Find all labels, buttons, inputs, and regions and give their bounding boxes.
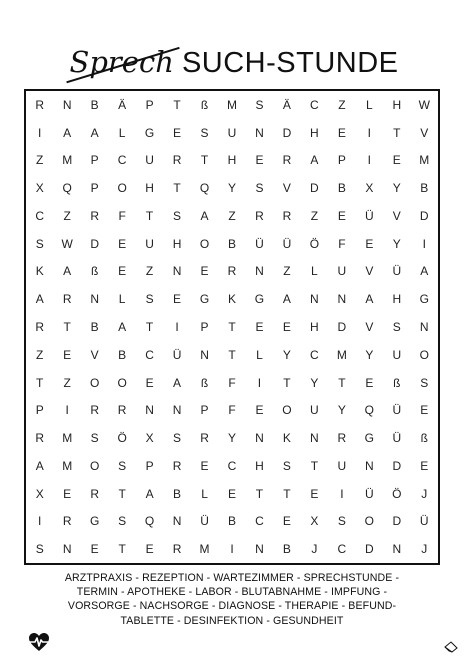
grid-cell: A [145, 486, 154, 501]
grid-cell: T [283, 486, 291, 501]
grid-cell: E [118, 236, 127, 251]
grid-cell: T [338, 375, 346, 390]
grid-cell: Ü [172, 347, 182, 362]
grid-cell: U [337, 264, 347, 279]
grid-cell: L [365, 97, 373, 112]
grid-cell: B [173, 486, 182, 501]
grid-cell: Y [282, 347, 291, 362]
grid-cell: G [89, 514, 100, 529]
grid-cell: M [336, 347, 347, 362]
grid-cell: I [340, 486, 344, 501]
grid-cell: E [173, 292, 182, 307]
grid-cell: Ü [255, 236, 264, 251]
word-list [24, 571, 440, 628]
grid-cell: S [90, 431, 99, 446]
grid-cell: N [337, 292, 347, 307]
page-corner-icon [444, 640, 458, 654]
grid-cell: O [89, 458, 100, 473]
grid-cell: E [90, 542, 99, 557]
grid-cell: D [310, 181, 319, 196]
grid-cell: Y [365, 347, 374, 362]
grid-cell: P [90, 181, 99, 196]
grid-cell: E [310, 486, 319, 501]
grid-cell: E [420, 458, 429, 473]
grid-cell: A [35, 458, 44, 473]
grid-cell: L [118, 125, 126, 140]
grid-cell: B [90, 97, 99, 112]
grid-cell: D [337, 319, 347, 334]
grid-cell: G [419, 292, 429, 307]
grid-cell: Z [63, 375, 71, 390]
grid-cell: K [35, 264, 44, 279]
grid-cell: T [173, 97, 181, 112]
grid-cell: A [90, 125, 99, 140]
grid-cell: O [199, 236, 210, 251]
grid-cell: C [117, 153, 127, 168]
grid-cell: T [145, 208, 154, 223]
grid-cell: N [255, 125, 264, 140]
grid-cell: S [118, 458, 127, 473]
grid-cell: Ä [118, 97, 127, 112]
grid-cell: I [38, 514, 42, 529]
grid-cell: T [200, 153, 209, 168]
grid-cell: F [338, 236, 346, 251]
grid-cell: Ö [117, 431, 127, 446]
grid-cell: E [63, 347, 72, 362]
grid-cell: R [227, 264, 237, 279]
grid-cell: D [392, 514, 402, 529]
grid-cell: E [118, 264, 127, 279]
grid-cell: Ü [364, 208, 374, 223]
grid-cell: T [63, 319, 71, 334]
grid-cell: D [282, 125, 292, 140]
grid-cell: ß [420, 431, 428, 446]
grid-cell: X [145, 431, 154, 446]
grid-cell: C [35, 208, 45, 223]
grid-cell: Z [283, 264, 291, 279]
grid-cell: B [90, 319, 99, 334]
grid-cell: T [393, 125, 401, 140]
grid-cell: T [118, 542, 126, 557]
grid-cell: X [310, 514, 319, 529]
grid-cell: E [145, 375, 154, 390]
grid-cell: I [367, 153, 371, 168]
grid-cell: T [255, 486, 264, 501]
grid-cell: Ü [392, 264, 402, 279]
grid-cell: D [90, 236, 99, 251]
grid-cell: E [255, 153, 264, 168]
grid-cell: Y [310, 375, 319, 390]
grid-cell: N [172, 264, 182, 279]
grid-cell: J [311, 542, 318, 557]
grid-cell: S [420, 375, 429, 390]
grid-cell: O [282, 403, 292, 418]
grid-cell: C [145, 347, 154, 362]
grid-cell: V [392, 208, 401, 223]
grid-cell: Ü [200, 514, 209, 529]
grid-cell: T [36, 375, 44, 390]
grid-cell: U [392, 347, 402, 362]
grid-cell: Z [228, 208, 236, 223]
grid-cell: Ü [392, 431, 402, 446]
grid-cell: U [227, 125, 237, 140]
grid-cell: Z [36, 347, 44, 362]
grid-cell: V [420, 125, 429, 140]
grid-cell: C [255, 514, 264, 529]
grid-cell: C [337, 542, 347, 557]
grid-cell: N [90, 292, 99, 307]
grid-cell: E [200, 264, 209, 279]
grid-cell: T [118, 486, 126, 501]
grid-cell: U [145, 236, 154, 251]
grid-cell: E [420, 403, 429, 418]
grid-cell: S [145, 292, 154, 307]
grid-cell: I [175, 319, 179, 334]
grid-cell: A [365, 292, 374, 307]
grid-cell: N [255, 431, 264, 446]
heart-pulse-icon [28, 632, 50, 652]
grid-cell: Z [36, 153, 44, 168]
grid-cell: T [283, 375, 291, 390]
grid-cell: M [226, 97, 237, 112]
grid-cell: O [89, 375, 100, 390]
grid-cell: E [392, 153, 401, 168]
title-struck-word: Sprech [70, 45, 174, 79]
grid-cell: X [365, 181, 374, 196]
grid-cell: E [63, 486, 72, 501]
grid-cell: R [117, 403, 127, 418]
grid-cell: N [419, 319, 429, 334]
grid-cell: G [254, 292, 265, 307]
grid-cell: Ö [309, 236, 320, 251]
grid-cell: Y [392, 236, 401, 251]
grid-cell: A [63, 125, 72, 140]
grid-cell: P [145, 458, 154, 473]
grid-cell: N [310, 431, 319, 446]
grid-cell: B [227, 236, 236, 251]
grid-cell: N [172, 514, 182, 529]
grid-cell: U [337, 458, 347, 473]
grid-cell: I [257, 375, 262, 390]
grid-cell: Ü [392, 403, 402, 418]
grid-cell: B [337, 181, 346, 196]
grid-cell: Z [145, 264, 154, 279]
grid-cell: N [145, 403, 154, 418]
grid-cell: S [35, 542, 44, 557]
grid-cell: P [35, 403, 44, 418]
grid-cell: R [35, 97, 45, 112]
word-list-line: ARZTPRAXIS - REZEPTION - WARTEZIMMER - SPRECHSTUNDE - [64, 572, 400, 584]
grid-cell: Y [227, 431, 236, 446]
grid-cell: Y [227, 181, 236, 196]
grid-cell: A [63, 264, 72, 279]
grid-cell: Z [63, 208, 71, 223]
grid-cell: R [35, 431, 45, 446]
grid-cell: S [200, 125, 209, 140]
grid-cell: O [419, 347, 429, 362]
grid-cell: P [337, 153, 346, 168]
grid-cell: B [420, 181, 429, 196]
grid-cell: Q [144, 514, 155, 529]
grid-cell: P [200, 403, 209, 418]
grid-cell: M [62, 458, 73, 473]
grid-cell: U [145, 153, 154, 168]
grid-cell: N [255, 264, 264, 279]
grid-cell: E [282, 514, 291, 529]
grid-cell: I [230, 542, 234, 557]
grid-cell: ß [393, 375, 401, 390]
grid-cell: E [365, 236, 374, 251]
grid-cell: H [392, 292, 402, 307]
grid-cell: H [172, 236, 182, 251]
grid-cell: Y [337, 403, 346, 418]
grid-cell: L [311, 264, 318, 279]
grid-cell: E [282, 319, 291, 334]
title-main: SUCH-STUNDE [181, 47, 399, 79]
grid-cell: R [282, 153, 292, 168]
grid-cell: B [227, 514, 236, 529]
grid-cell: H [145, 181, 154, 196]
grid-cell: N [62, 97, 72, 112]
grid-cell: A [173, 375, 182, 390]
grid-cell: T [145, 319, 154, 334]
grid-cell: E [365, 375, 374, 390]
grid-cell: H [392, 97, 402, 112]
grid-cell: C [227, 458, 237, 473]
grid-cell: N [310, 292, 319, 307]
grid-cell: M [419, 153, 430, 168]
grid-cell: O [117, 181, 127, 196]
puzzle-title [0, 42, 468, 82]
grid-cell: ß [90, 264, 99, 279]
grid-cell: Ü [364, 486, 374, 501]
grid-cell: Ü [282, 236, 292, 251]
grid-cell: ß [200, 375, 209, 390]
grid-cell: S [255, 97, 264, 112]
grid-cell: N [364, 458, 374, 473]
grid-cell: Ü [419, 514, 429, 529]
grid-cell: R [172, 153, 182, 168]
grid-cell: K [282, 431, 291, 446]
grid-cell: N [172, 403, 182, 418]
grid-cell: J [421, 486, 428, 501]
grid-cell: Ä [282, 97, 291, 112]
grid-cell: M [199, 542, 210, 557]
grid-cell: B [282, 542, 291, 557]
grid-cell: R [62, 292, 72, 307]
grid-cell: O [117, 375, 127, 390]
grid-cell: N [200, 347, 209, 362]
word-list-line: TABLETTE - DESINFEKTION - GESUNDHEIT [120, 614, 344, 627]
grid-cell: V [90, 347, 99, 362]
grid-cell: Z [310, 208, 319, 223]
grid-cell: A [282, 292, 291, 307]
grid-cell: V [365, 264, 374, 279]
grid-cell: P [200, 319, 209, 334]
grid-cell: I [422, 236, 426, 251]
grid-cell: R [62, 514, 72, 529]
grid-cell: G [199, 292, 210, 307]
grid-cell: F [118, 208, 126, 223]
grid-cell: E [337, 125, 346, 140]
grid-cell: R [90, 208, 99, 223]
grid-cell: M [62, 431, 73, 446]
grid-cell: R [172, 458, 182, 473]
grid-cell: R [35, 319, 45, 334]
grid-cell: L [256, 347, 263, 362]
grid-cell: P [145, 97, 154, 112]
word-list-line: TERMIN - APOTHEKE - LABOR - BLUTABNAHME - IMPFUNG - [76, 586, 388, 599]
grid-cell: T [310, 458, 319, 473]
grid-cell: ß [200, 97, 209, 112]
grid-cell: S [392, 319, 401, 334]
grid-cell: W [61, 236, 73, 251]
grid-cell: E [200, 458, 209, 473]
grid-cell: Q [62, 181, 72, 196]
grid-cell: C [310, 97, 319, 112]
grid-cell: S [118, 514, 127, 529]
grid-cell: A [118, 319, 127, 334]
grid-cell: N [255, 542, 264, 557]
grid-cell: E [145, 542, 154, 557]
grid-cell: S [255, 181, 264, 196]
grid-cell: A [200, 208, 209, 223]
grid-cell: M [62, 153, 73, 168]
grid-cell: W [418, 97, 430, 112]
grid-cell: Q [364, 403, 374, 418]
grid-cell: A [35, 292, 44, 307]
grid-cell: I [38, 125, 42, 140]
grid-cell: R [282, 208, 292, 223]
grid-cell: G [364, 431, 374, 446]
grid-cell: H [255, 458, 264, 473]
grid-cell: G [144, 125, 155, 140]
grid-cell: R [172, 542, 182, 557]
grid-cell: A [420, 264, 429, 279]
grid-cell: E [337, 208, 346, 223]
grid-cell: V [365, 319, 374, 334]
grid-cell: H [310, 125, 319, 140]
grid-cell: L [201, 486, 208, 501]
grid-cell: C [310, 347, 319, 362]
grid-cell: R [255, 208, 264, 223]
grid-cell: T [228, 347, 236, 362]
grid-cell: A [310, 153, 319, 168]
grid-cell: Ö [392, 486, 402, 501]
grid-cell: I [65, 403, 69, 418]
grid-cell: E [227, 486, 236, 501]
grid-cell: I [367, 125, 371, 140]
grid-cell: B [118, 347, 127, 362]
grid-cell: Q [199, 181, 210, 196]
grid-cell: K [227, 292, 236, 307]
grid-cell: H [310, 319, 319, 334]
grid-cell: D [419, 208, 429, 223]
grid-cell: F [228, 403, 236, 418]
grid-cell: R [200, 431, 209, 446]
grid-cell: D [392, 458, 402, 473]
grid-cell: O [364, 514, 374, 529]
grid-cell: N [392, 542, 402, 557]
grid-cell: S [282, 458, 291, 473]
grid-cell: R [90, 403, 99, 418]
grid-cell: X [35, 181, 44, 196]
grid-cell: V [282, 181, 291, 196]
grid-cell: T [173, 181, 181, 196]
word-list-line: VORSORGE - NACHSORGE - DIAGNOSE - THERAPIE - BEFUND- [67, 600, 397, 613]
grid-cell: F [228, 375, 236, 390]
grid-cell: E [173, 125, 182, 140]
grid-cell: S [173, 208, 182, 223]
grid-cell: X [35, 486, 44, 501]
grid-cell: N [62, 542, 72, 557]
grid-cell: H [227, 153, 237, 168]
grid-cell: E [255, 319, 264, 334]
grid-cell: R [337, 431, 347, 446]
grid-cell: Y [392, 181, 401, 196]
grid-cell: S [35, 236, 44, 251]
grid-cell: R [90, 486, 99, 501]
grid-cell: D [364, 542, 374, 557]
grid-cell: E [255, 403, 264, 418]
grid-cell: J [421, 542, 428, 557]
grid-cell: T [228, 319, 236, 334]
grid-cell: U [310, 403, 319, 418]
grid-cell: S [173, 431, 182, 446]
letter-grid [24, 89, 440, 565]
grid-cell: P [90, 153, 99, 168]
grid-cell: L [118, 292, 126, 307]
grid-cell: S [337, 514, 346, 529]
grid-cell: Z [338, 97, 346, 112]
